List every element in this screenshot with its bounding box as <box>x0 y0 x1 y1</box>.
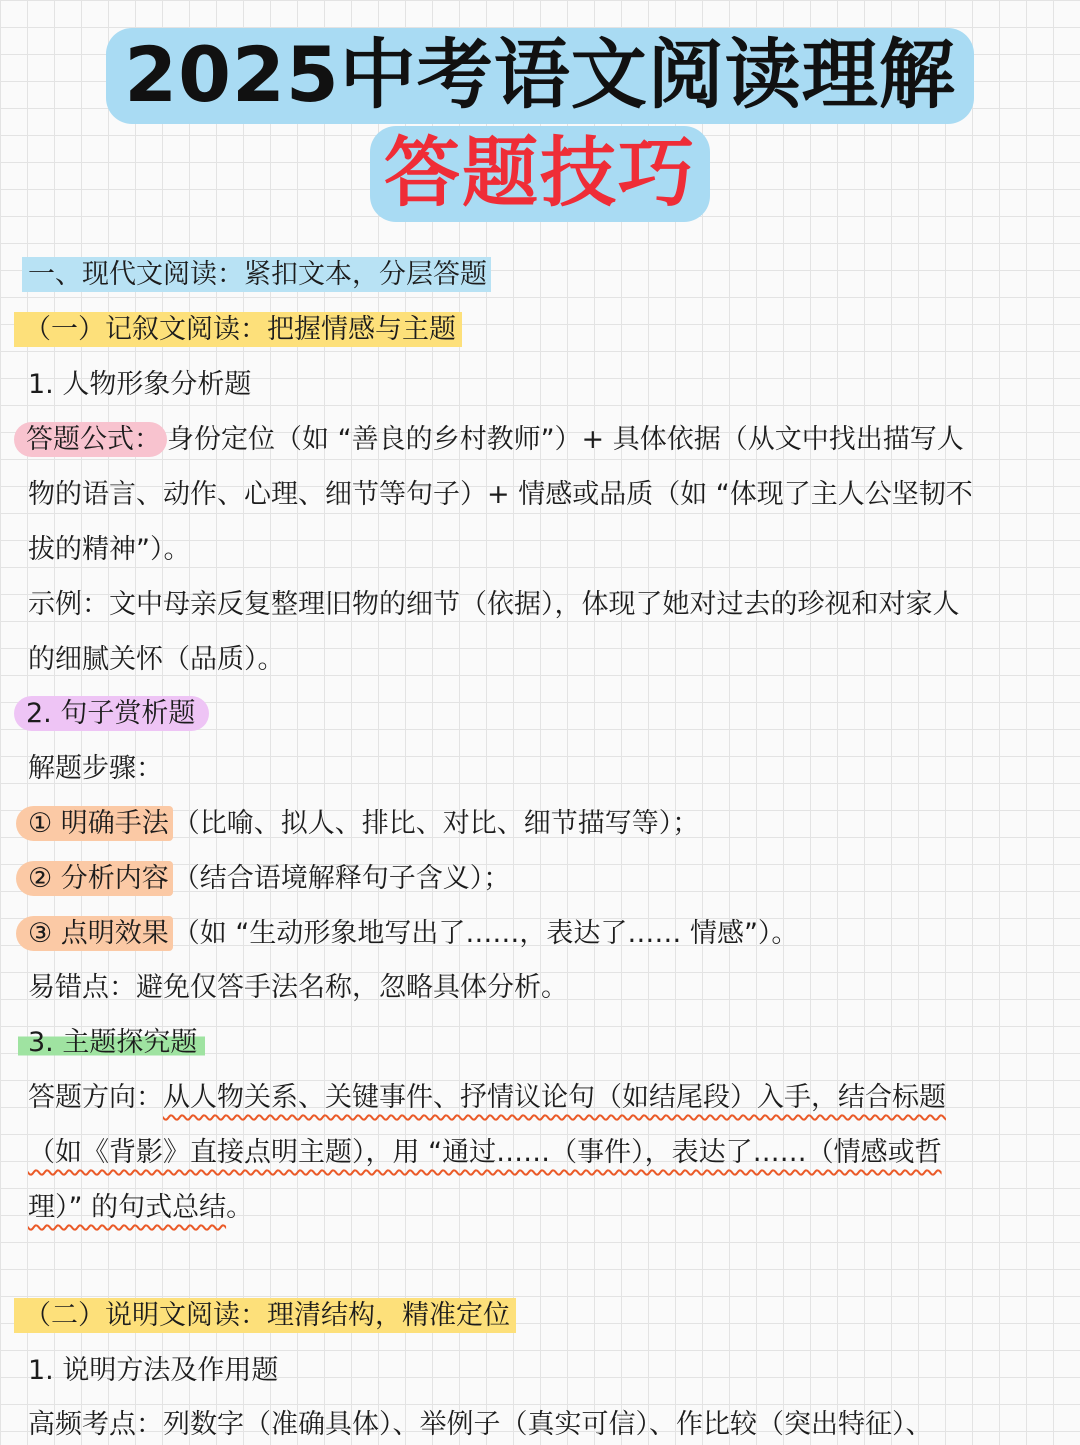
sub2-heading-line <box>24 1296 516 1336</box>
formula-text-3: 拔的精神”）。 <box>28 534 191 565</box>
q3-title-line <box>28 1023 205 1063</box>
step-1-key: ① 明确手法 <box>16 806 173 841</box>
sub1-heading-line <box>24 310 462 350</box>
step-1-text: （比喻、拟人、排比、对比、细节描写等）； <box>172 808 700 839</box>
q1-title: 1. 人物形象分析题 <box>28 369 252 400</box>
step-2-key: ② 分析内容 <box>16 861 173 896</box>
direction-text-3-end: 。 <box>226 1192 254 1223</box>
step-2-text: （结合语境解释句子含义）； <box>172 863 511 894</box>
q3-title: 3. 主题探究题 <box>18 1027 205 1058</box>
title-row-1 <box>0 28 1080 124</box>
mistake-note: 易错点：避免仅答手法名称，忽略具体分析。 <box>28 972 568 1003</box>
step-2 <box>28 859 510 899</box>
direction-line-2 <box>28 1133 942 1173</box>
direction-text-2: （如《背影》直接点明主题），用 “通过……（事件），表达了……（情感或哲 <box>28 1137 942 1168</box>
direction-label: 答题方向： <box>28 1082 163 1113</box>
formula-line-1 <box>28 420 964 460</box>
steps-label: 解题步骤： <box>28 753 163 784</box>
step-1 <box>28 804 699 844</box>
formula-text-1: 身份定位（如 “善良的乡村教师”）+ 具体依据（从文中找出描写人 <box>167 424 964 455</box>
direction-line-1 <box>28 1078 946 1118</box>
example-text-2: 的细腻关怀（品质）。 <box>28 644 285 675</box>
sub2-q1-title: 1. 说明方法及作用题 <box>28 1355 279 1386</box>
sub1-heading: （一）记叙文阅读：把握情感与主题 <box>14 312 462 347</box>
sub2-heading: （二）说明文阅读：理清结构，精准定位 <box>14 1298 516 1333</box>
q2-title: 2. 句子赏析题 <box>14 696 209 731</box>
section1-heading: 一、现代文阅读：紧扣文本，分层答题 <box>22 257 491 292</box>
direction-text-3: 理）” 的句式总结 <box>28 1192 227 1223</box>
title-row-2 <box>0 126 1080 222</box>
direction-text-1: 从人物关系、关键事件、抒情议论句（如结尾段）入手，结合标题 <box>163 1082 946 1113</box>
example-text-1: 示例：文中母亲反复整理旧物的细节（依据），体现了她对过去的珍视和对家人 <box>28 589 960 620</box>
formula-label: 答题公式： <box>14 422 167 457</box>
step-3-text: （如 “生动形象地写出了……，表达了…… 情感”）。 <box>172 918 799 949</box>
step-3 <box>28 914 798 954</box>
formula-text-2: 物的语言、动作、心理、细节等句子）+ 情感或品质（如 “体现了主人公坚韧不 <box>28 479 973 510</box>
page-subtitle: 答题技巧 <box>370 126 710 222</box>
direction-line-3 <box>28 1188 253 1228</box>
q2-title-line <box>28 694 209 734</box>
page-title: 2025中考语文阅读理解 <box>106 28 974 124</box>
step-3-key: ③ 点明效果 <box>16 916 173 951</box>
sub2-q1-points: 高频考点：列数字（准确具体）、举例子（真实可信）、作比较（突出特征）、 <box>28 1409 933 1440</box>
section1-heading-line <box>28 255 491 295</box>
